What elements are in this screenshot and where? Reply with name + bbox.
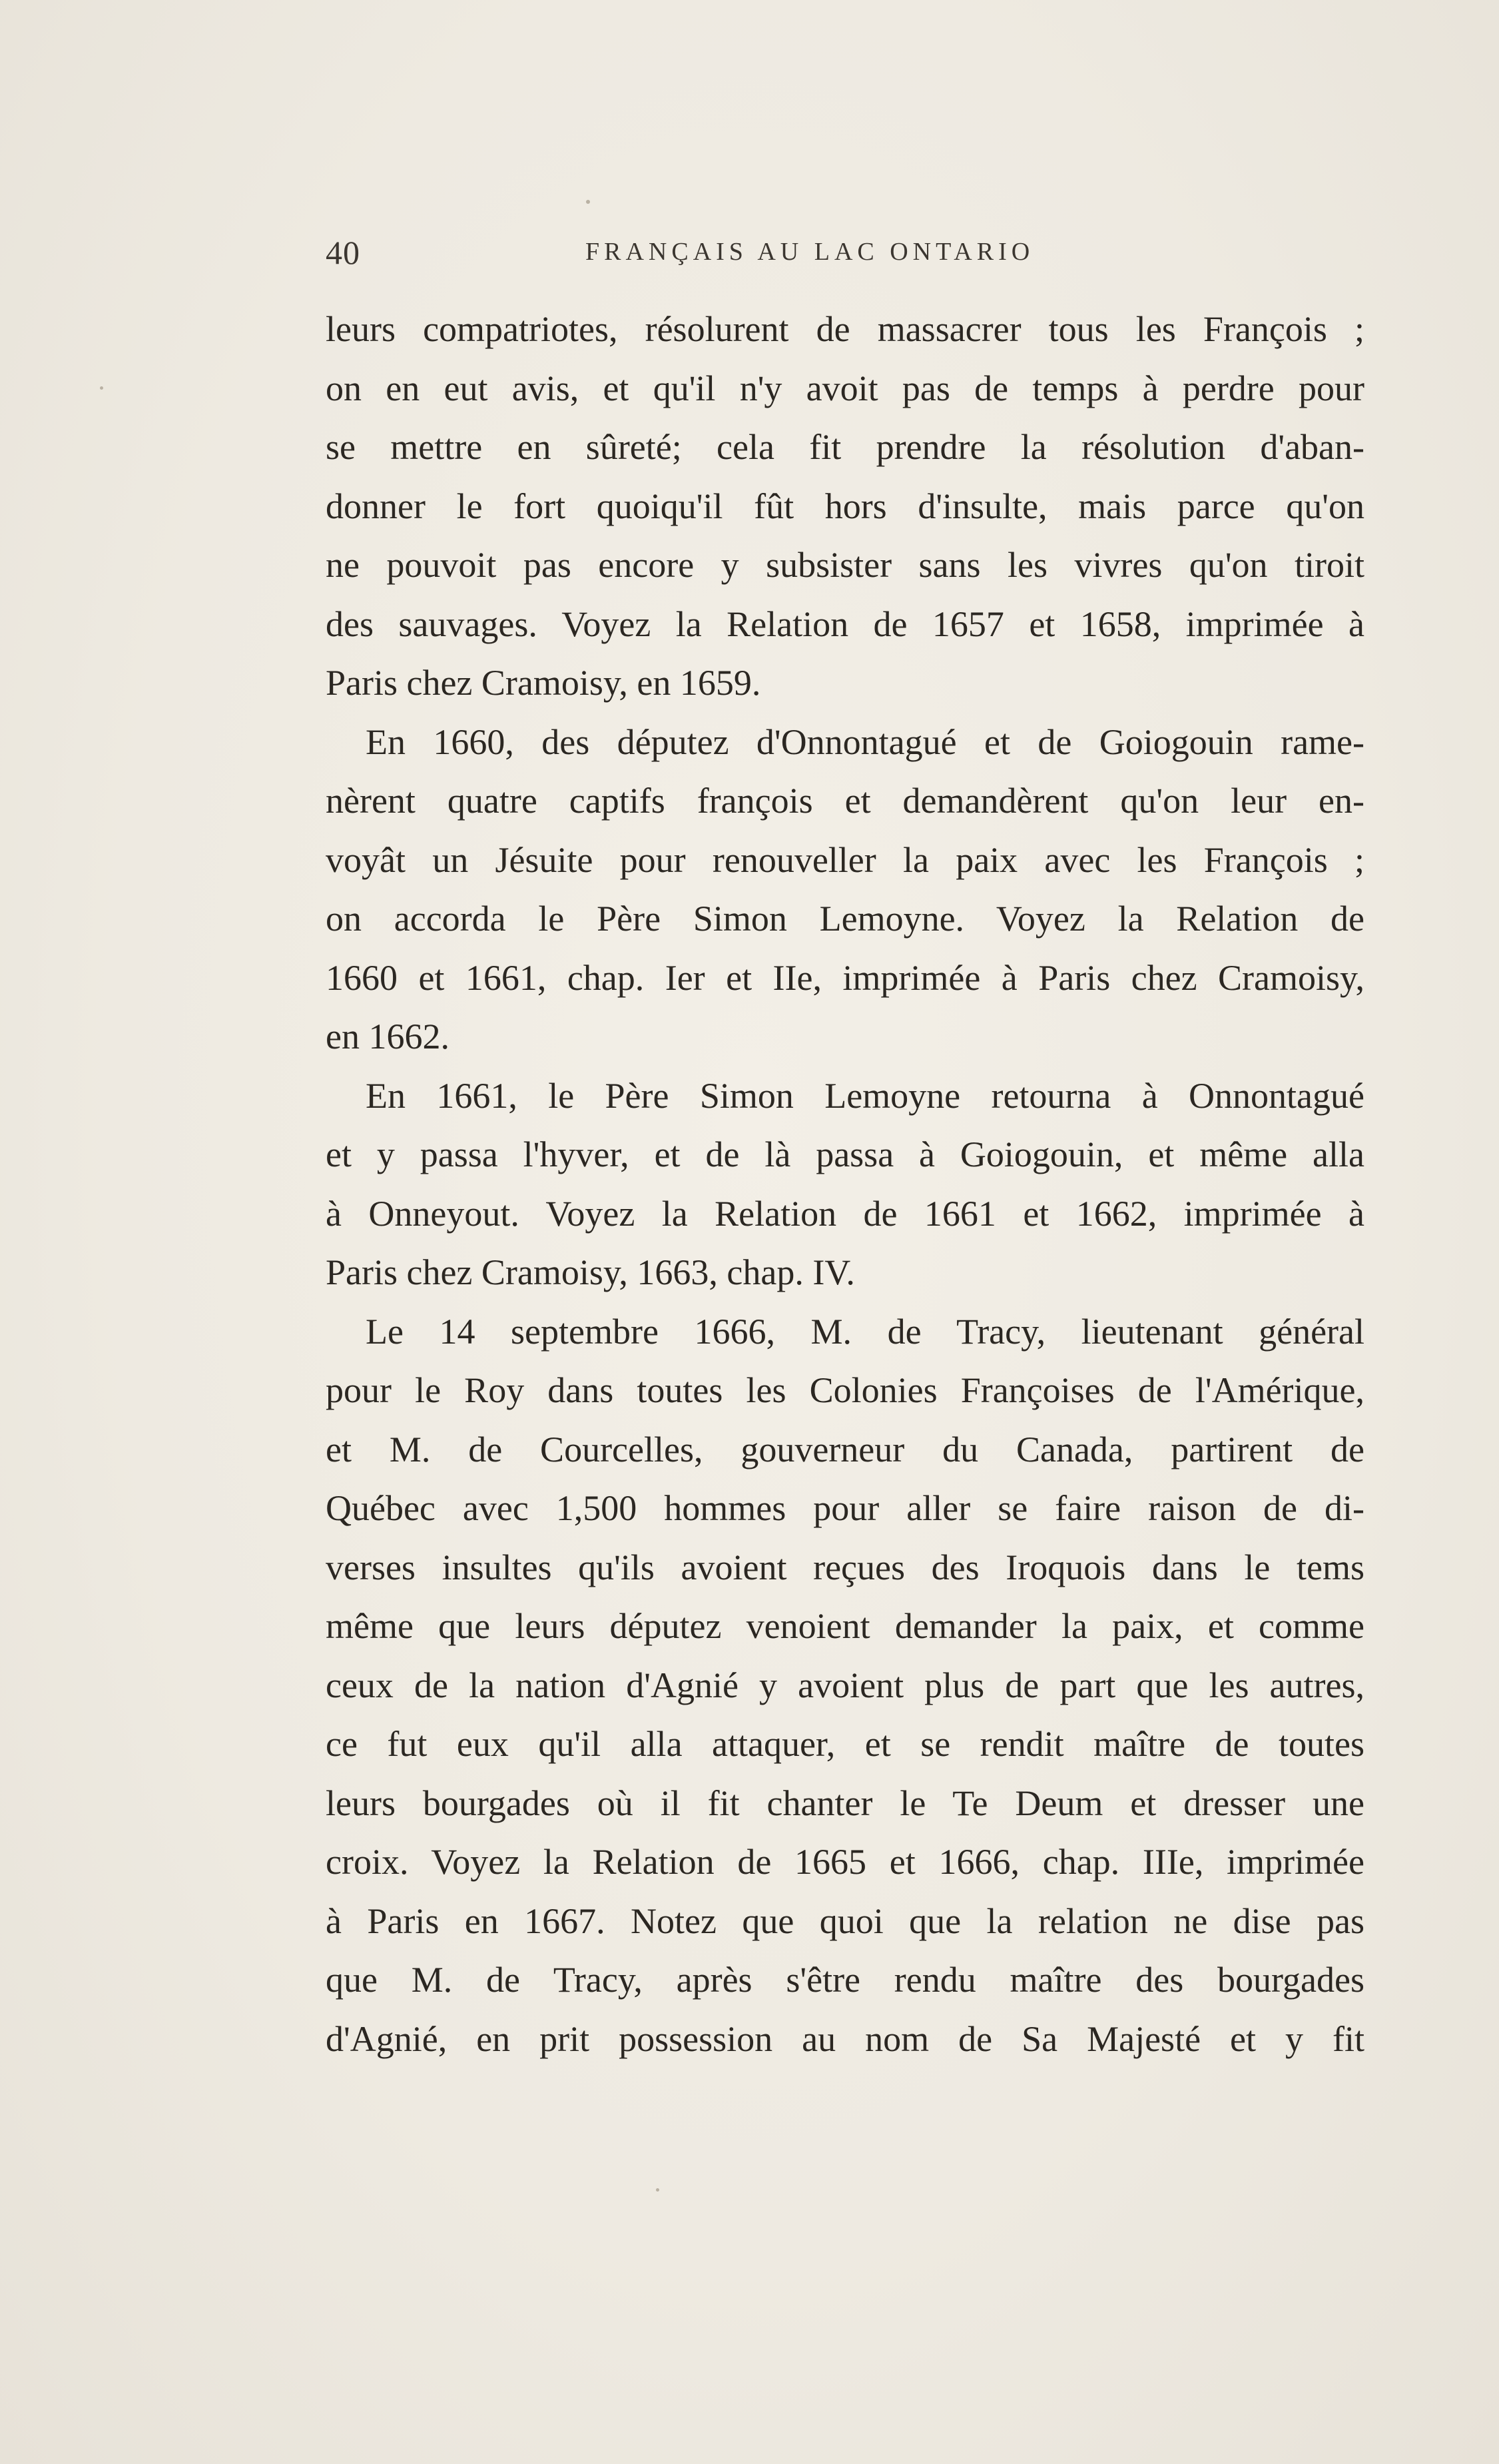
body-text (326, 300, 1364, 2068)
text-line: on en eut avis, et qu'il n'y avoit pas de temps à perdre pour (326, 368, 1364, 408)
text-line: En 1661, le Père Simon Lemoyne retourna à Onnontagué (366, 1075, 1364, 1116)
text-line: que M. de Tracy, après s'être rendu maître des bourgades (326, 1960, 1364, 2000)
text-line: pour le Roy dans toutes les Colonies Françoises de l'Amérique, (326, 1370, 1364, 1410)
text-line: à Onneyout. Voyez la Relation de 1661 et 1662, imprimée à (326, 1193, 1364, 1234)
text-line: et y passa l'hyver, et de là passa à Goiogouin, et même alla (326, 1134, 1364, 1174)
text-line: leurs compatriotes, résolurent de massacrer tous les François ; (326, 309, 1364, 349)
text-line: croix. Voyez la Relation de 1665 et 1666, chap. IIIe, imprimée (326, 1842, 1364, 1882)
text-line: Paris chez Cramoisy, en 1659. (326, 663, 761, 703)
text-line: d'Agnié, en prit possession au nom de Sa Majesté et y fit (326, 2018, 1364, 2059)
text-line: à Paris en 1667. Notez que quoi que la relation ne dise pas (326, 1900, 1364, 1941)
page-header (326, 233, 1105, 273)
paper-speck (100, 386, 103, 390)
text-line: ne pouvoit pas encore y subsister sans les vivres qu'on tiroit (326, 545, 1364, 585)
text-line: ceux de la nation d'Agnié y avoient plus de part que les autres, (326, 1665, 1364, 1705)
text-line: leurs bourgades où il fit chanter le Te Deum et dresser une (326, 1783, 1364, 1823)
text-line: ce fut eux qu'il alla attaquer, et se rendit maître de toutes (326, 1724, 1364, 1764)
running-title: FRANÇAIS AU LAC ONTARIO (585, 238, 1035, 266)
text-line: verses insultes qu'ils avoient reçues des Iroquois dans le tems (326, 1547, 1364, 1587)
text-line: on accorda le Père Simon Lemoyne. Voyez la Relation de (326, 899, 1364, 939)
paper-speck (586, 200, 590, 204)
text-line: 1660 et 1661, chap. Ier et IIe, imprimée à Paris chez Cramoisy, (326, 957, 1364, 998)
text-line: Québec avec 1,500 hommes pour aller se faire raison de di- (326, 1488, 1364, 1528)
text-line: donner le fort quoiqu'il fût hors d'insulte, mais parce qu'on (326, 486, 1364, 526)
text-line: et M. de Courcelles, gouverneur du Canada, partirent de (326, 1429, 1364, 1469)
text-line: Paris chez Cramoisy, 1663, chap. IV. (326, 1252, 855, 1292)
text-line: des sauvages. Voyez la Relation de 1657 et 1658, imprimée à (326, 604, 1364, 644)
text-line: même que leurs députez venoient demander la paix, et comme (326, 1606, 1364, 1646)
text-line: en 1662. (326, 1017, 450, 1056)
paper-speck (656, 2188, 659, 2192)
text-line: En 1660, des députez d'Onnontagué et de Goiogouin rame- (366, 721, 1364, 762)
text-line: nèrent quatre captifs françois et demandèrent qu'on leur en- (326, 781, 1364, 821)
page-number: 40 (326, 234, 360, 271)
text-line: se mettre en sûreté; cela fit prendre la résolution d'aban- (326, 427, 1364, 467)
text-line: voyât un Jésuite pour renouveller la paix avec les François ; (326, 839, 1364, 880)
text-line: Le 14 septembre 1666, M. de Tracy, lieutenant général (366, 1311, 1364, 1352)
